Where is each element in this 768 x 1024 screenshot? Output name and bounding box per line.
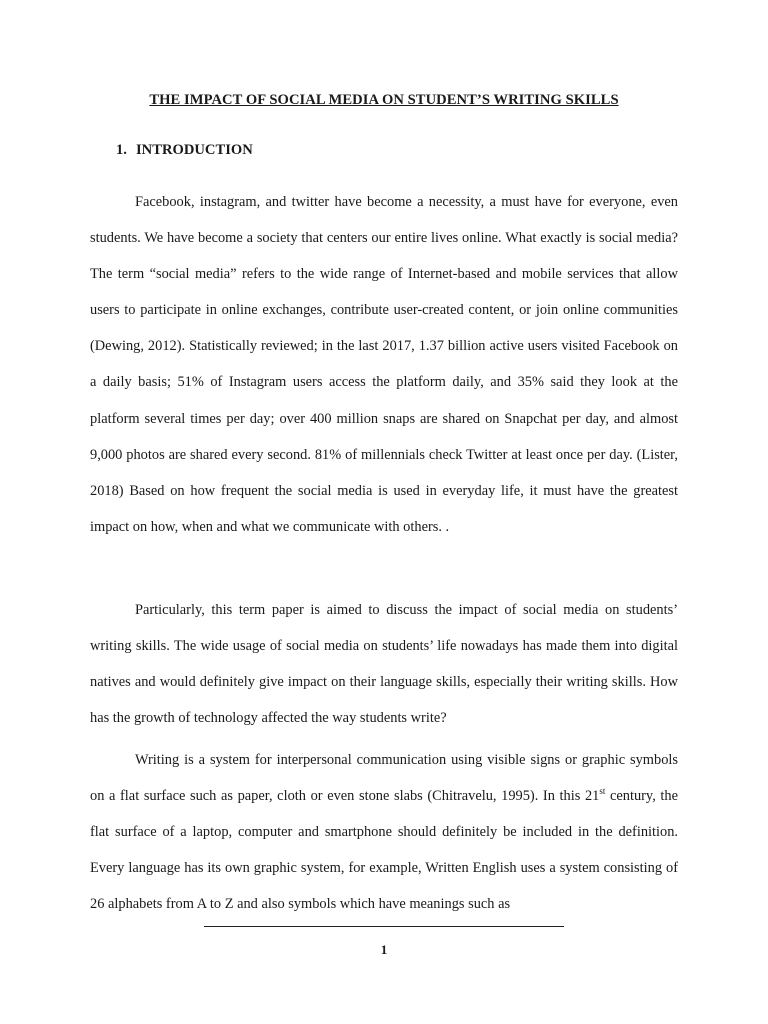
paragraph-purpose: Particularly, this term paper is aimed to discuss the impact of social media on students’ writing skills. The wide usage of social media on students’ life nowadays has made them into digital natives and would definitely give impact on their language skills, especially their writing skills. How has the growth of technology affected the way students write? [90, 602, 678, 727]
section-heading-text: INTRODUCTION [136, 142, 253, 158]
paragraph-writing-text-after: century, the flat surface of a laptop, computer and smartphone should definitely be included in the definition. Every language has its own graphic system, for example, Written English uses a system consisting of 26 alphabets from A to Z and also symbols which have meanings such as [90, 788, 678, 913]
page-number: 1 [380, 942, 388, 957]
section-number: 1. [116, 142, 127, 158]
paragraph-writing-text-before: Writing is a system for interpersonal communication using visible signs or graphic symbols on a flat surface such as paper, cloth or even stone slabs (Chitravelu, 1995). In this 21 [90, 752, 678, 805]
ordinal-superscript: st [599, 786, 606, 797]
document-title: THE IMPACT OF SOCIAL MEDIA ON STUDENT’S WRITING SKILLS [149, 92, 619, 108]
footer-divider [204, 926, 564, 927]
paragraph-intro: Facebook, instagram, and twitter have become a necessity, a must have for everyone, even students. We have become a society that centers our entire lives online. What exactly is social media? The term “social media” refers to the wide range of Internet-based and mobile services that allow users to participate in online exchanges, contribute user-created content, or join online communities (Dewing, 2012). Statistically reviewed; in the last 2017, 1.37 billion active users visited Facebook on a daily basis; 51% of Instagram users access the platform daily, and 35% said they look at the platform several times per day; over 400 million snaps are shared on Snapchat per day, and almost 9,000 photos are shared every second. 81% of millennials check Twitter at least once per day. (Lister, 2018) Based on how frequent the social media is used in everyday life, it must have the greatest impact on how, when and what we communicate with others. . [90, 194, 678, 535]
paragraph-writing-definition [90, 742, 678, 922]
section-heading [116, 142, 253, 159]
